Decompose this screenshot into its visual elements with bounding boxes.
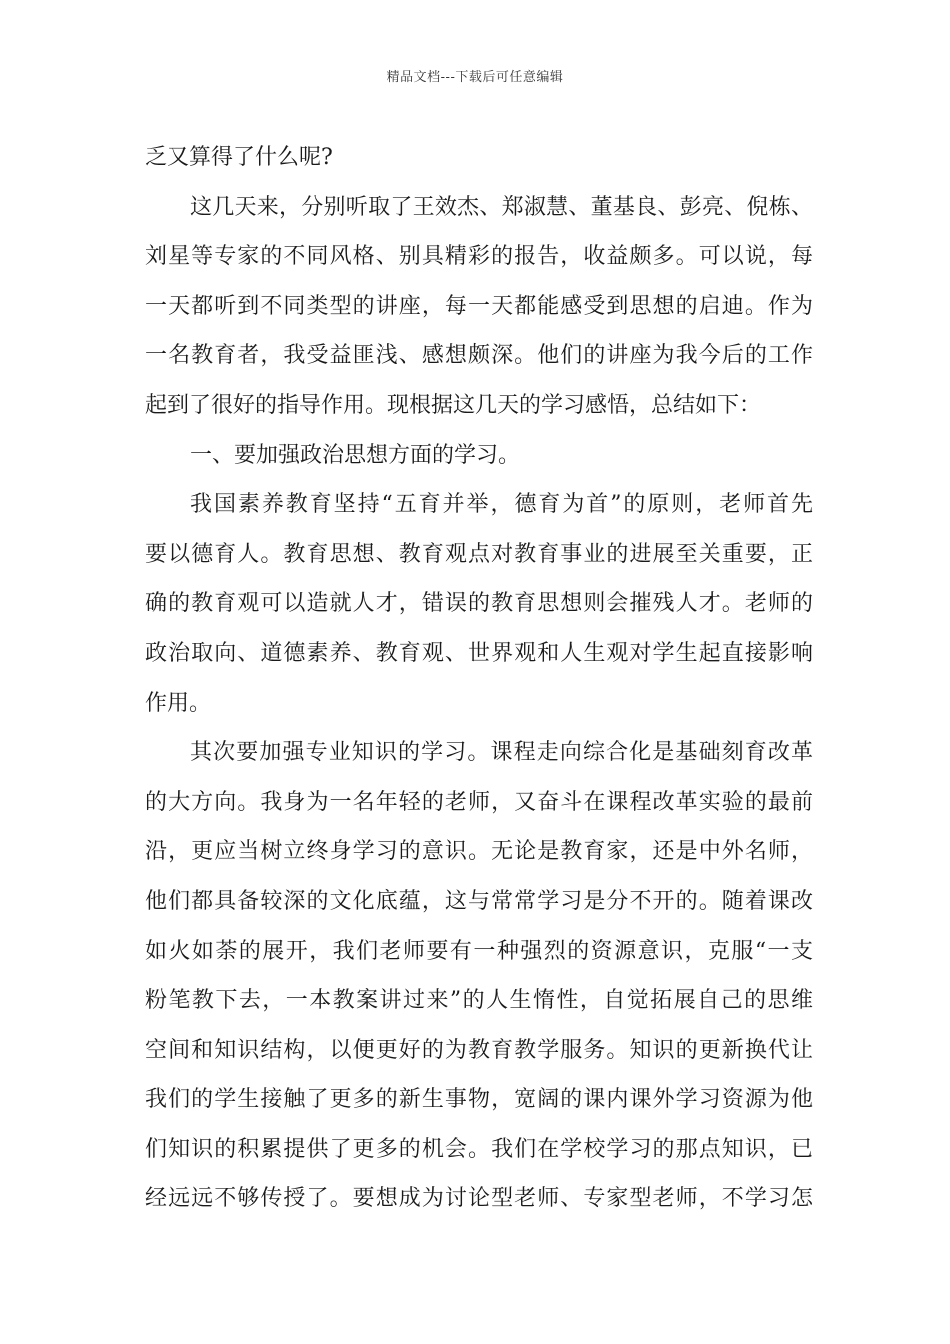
text-line: 乏又算得了什么呢? [145, 145, 333, 170]
text-line: 他们都具备较深的文化底蕴，这与常常学习是分不开的。随着课改 [145, 888, 813, 914]
text-line: 刘星等专家的不同风格、别具精彩的报告，收益颇多。可以说，每 [145, 244, 813, 270]
text-line: 这几天来，分别听取了王效杰、郑淑慧、董基良、彭亮、倪栋、 [190, 194, 813, 220]
text-line: 们知识的积累提供了更多的机会。我们在学校学习的那点知识，已 [145, 1136, 813, 1162]
text-line: 政治取向、道德素养、教育观、世界观和人生观对学生起直接影响 [145, 640, 813, 666]
text-line: 一天都听到不同类型的讲座，每一天都能感受到思想的启迪。作为 [145, 293, 813, 319]
text-line: 起到了很好的指导作用。现根据这几天的学习感悟，总结如下： [145, 392, 762, 418]
body-text [145, 133, 813, 1224]
text-line: 粉笔教下去，一本教案讲过来”的人生惰性，自觉拓展自己的思维 [145, 988, 813, 1014]
text-line: 我国素养教育坚持“五育并举，德育为首”的原则，老师首先 [190, 492, 813, 518]
text-line: 一名教育者，我受益匪浅、感想颇深。他们的讲座为我今后的工作 [145, 343, 813, 369]
text-line: 作用。 [145, 690, 212, 716]
page-header: 精品文档---下载后可任意编辑 [386, 70, 564, 85]
text-line: 一、要加强政治思想方面的学习。 [190, 442, 521, 468]
text-line: 沿，更应当树立终身学习的意识。无论是教育家，还是中外名师， [145, 839, 813, 865]
text-line: 如火如荼的展开，我们老师要有一种强烈的资源意识，克服“一支 [145, 938, 813, 964]
text-line: 空间和知识结构，以便更好的为教育教学服务。知识的更新换代让 [145, 1037, 813, 1063]
text-line: 经远远不够传授了。要想成为讨论型老师、专家型老师，不学习怎 [145, 1186, 813, 1212]
text-line: 我们的学生接触了更多的新生事物，宽阔的课内课外学习资源为他 [145, 1087, 813, 1113]
text-line: 确的教育观可以造就人才，错误的教育思想则会摧残人才。老师的 [145, 591, 813, 617]
text-line: 其次要加强专业知识的学习。课程走向综合化是基础刻育改革 [190, 740, 813, 766]
text-line: 的大方向。我身为一名年轻的老师，又奋斗在课程改革实验的最前 [145, 789, 813, 815]
text-line: 要以德育人。教育思想、教育观点对教育事业的进展至关重要，正 [145, 541, 813, 567]
